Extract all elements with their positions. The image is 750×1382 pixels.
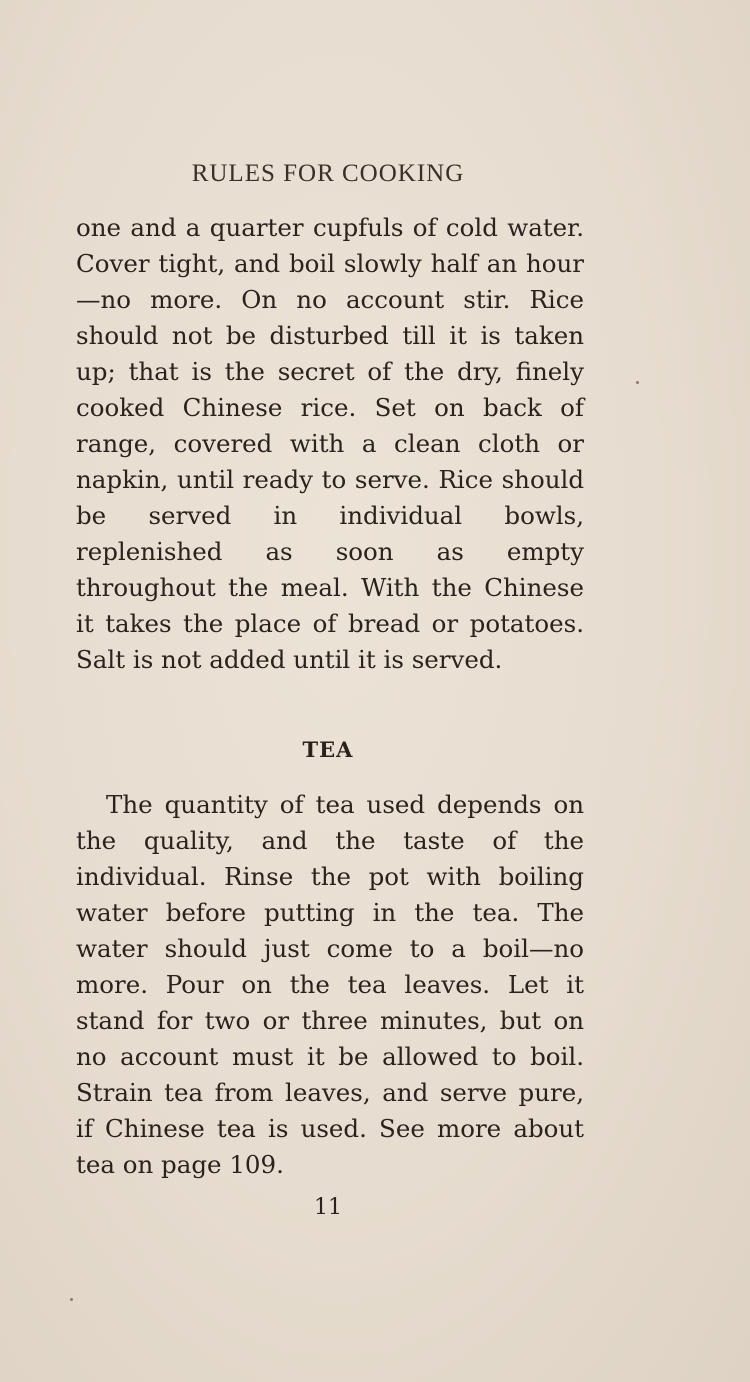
page-number: 11	[314, 1195, 342, 1220]
paper-speck	[636, 381, 639, 384]
section-title-tea: TEA	[302, 737, 354, 762]
rice-paragraph: one and a quarter cupfuls of cold water. Cover tight, and boil slowly half an hour—no more. On no account stir. Rice should not be disturbed till it is taken up; that is the secret of the dry, finely cooked Chinese rice. Set on back of range, covered with a clean cloth or napkin, until ready to serve. Rice should be served in individual bowls, replenished as soon as empty throughout the meal. With the Chinese it takes the place of bread or potatoes. Salt is not added until it is served.	[76, 213, 584, 674]
tea-paragraph: The quantity of tea used depends on the quality, and the taste of the individual. Rinse the pot with boiling water before putting in the tea. The water should just come to a boil—no more. Pour on the tea leaves. Let it stand for two or three minutes, but on no account must it be allowed to boil. Strain tea from leaves, and serve pure, if Chinese tea is used. See more about tea on page 109.	[76, 790, 584, 1179]
paper-speck	[70, 1298, 73, 1301]
running-head: RULES FOR COOKING	[191, 160, 465, 187]
